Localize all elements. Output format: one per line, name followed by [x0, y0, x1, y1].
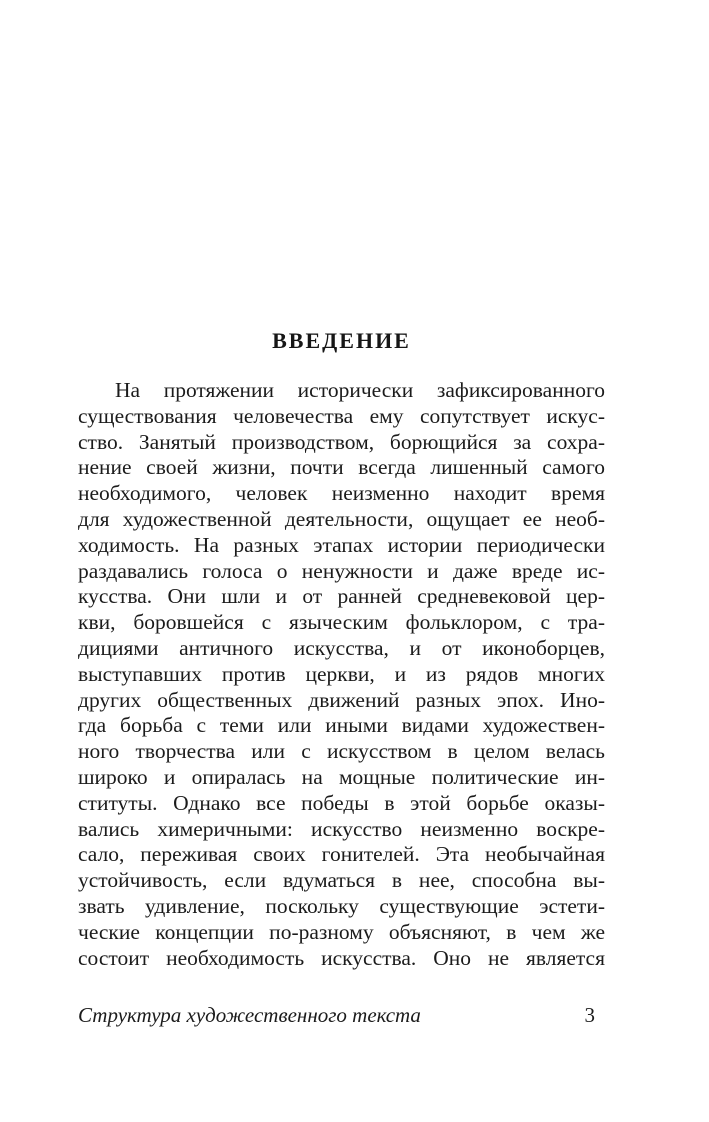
text-block	[78, 326, 605, 971]
body-line: гда борьба с теми или иными видами художествен-	[78, 713, 605, 738]
chapter-title: ВВЕДЕНИЕ	[272, 328, 411, 353]
body-line: На протяжении исторически зафиксированного	[115, 378, 605, 402]
body-line: дициями античного искусства, и от иконоборцев,	[78, 635, 605, 660]
body-line: состоит необходимость искусства. Оно не является	[78, 945, 605, 970]
body-line: ного творчества или с искусством в целом велась	[78, 739, 605, 764]
page-footer	[78, 1003, 605, 1028]
paragraph	[78, 378, 605, 971]
body-line: ство. Занятый производством, борющийся за сохра-	[78, 429, 605, 454]
body-line: ституты. Однако все победы в этой борьбе оказы-	[78, 790, 605, 815]
body-line: других общественных движений разных эпох. Ино-	[78, 687, 605, 712]
body-line: нение своей жизни, почти всегда лишенный самого	[78, 455, 605, 480]
body-line: выступавших против церкви, и из рядов многих	[78, 661, 605, 686]
page-number: 3	[584, 1003, 595, 1027]
body-line: устойчивость, если вдуматься в нее, способна вы-	[78, 868, 605, 893]
body-line: звать удивление, поскольку существующие эстети-	[78, 893, 605, 918]
body-line: вались химеричными: искусство неизменно воскре-	[78, 816, 605, 841]
body-line: необходимого, человек неизменно находит время	[78, 481, 605, 506]
body-line: ходимость. На разных этапах истории периодически	[78, 532, 605, 557]
body-line: ческие концепции по-разному объясняют, в чем же	[78, 919, 605, 944]
body-line: кусства. Они шли и от ранней средневековой цер-	[78, 584, 605, 609]
body-line: раздавались голоса о ненужности и даже вреде ис-	[78, 558, 605, 583]
body-line: существования человечества ему сопутствует искус-	[78, 403, 605, 428]
running-title: Структура художественного текста	[78, 1003, 421, 1027]
body-line: кви, боровшейся с языческим фольклором, с тра-	[78, 610, 605, 635]
body-line: для художественной деятельности, ощущает ее необ-	[78, 506, 605, 531]
body-line: широко и опиралась на мощные политические ин-	[78, 764, 605, 789]
body-line: сало, переживая своих гонителей. Эта необычайная	[78, 842, 605, 867]
